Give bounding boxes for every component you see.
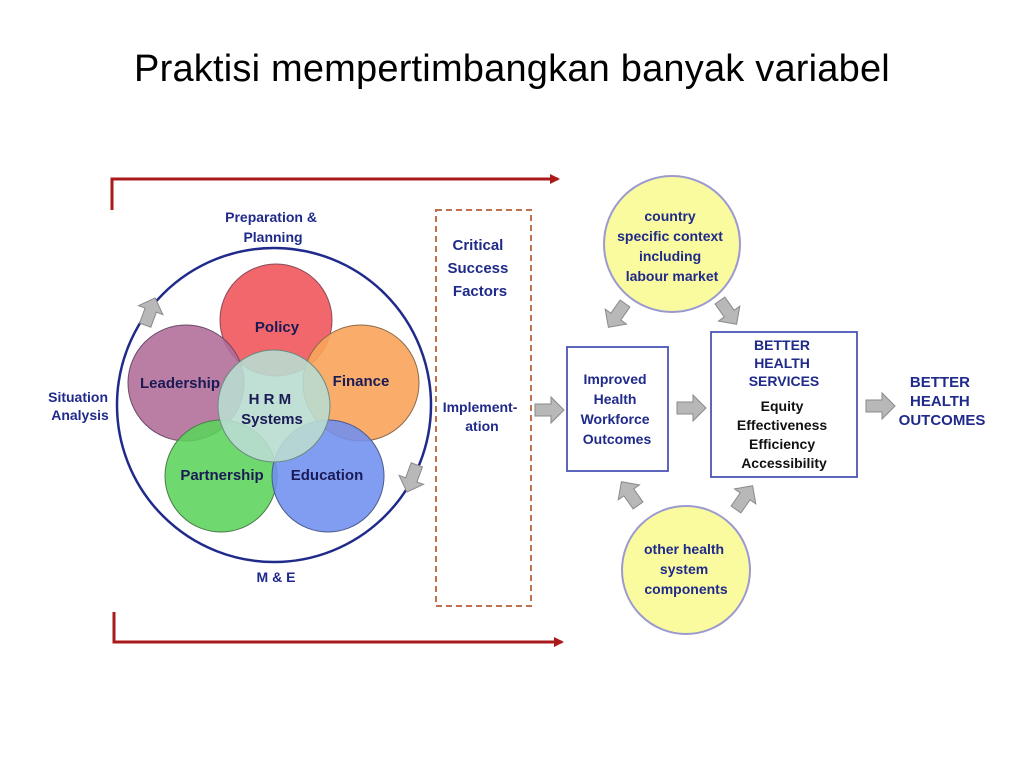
- bottom-timeline-arrow: [114, 612, 562, 642]
- cycle-chevron-lower-right: [395, 460, 429, 496]
- other-components-label: other health system components: [643, 541, 728, 597]
- partnership-label: Partnership: [180, 467, 264, 484]
- chevron-other-to-workforce: [611, 474, 649, 513]
- chevron-to-services: [677, 395, 706, 421]
- m-and-e-label: M & E: [256, 569, 296, 585]
- chevron-context-to-workforce: [598, 296, 636, 335]
- implementation-label: Implement- ation: [442, 399, 518, 434]
- health-outcomes-label: BETTER HEALTH OUTCOMES: [898, 374, 986, 429]
- chevron-context-to-services: [709, 293, 747, 332]
- policy-label: Policy: [254, 319, 300, 336]
- chevron-to-workforce: [535, 397, 564, 423]
- context-circle: [604, 176, 740, 312]
- chevron-to-outcomes: [866, 393, 895, 419]
- health-services-items: Equity Effectiveness Efficiency Accessibility: [736, 398, 828, 471]
- slide-title: Praktisi mempertimbangkan banyak variabel: [134, 48, 890, 90]
- context-label: country specific context including labour market: [617, 208, 723, 284]
- workforce-outcomes-label: Improved Health Workforce Outcomes: [580, 371, 652, 447]
- preparation-planning-label: Preparation & Planning: [225, 209, 317, 245]
- health-services-title: BETTER HEALTH SERVICES: [748, 337, 820, 389]
- situation-analysis-label: Situation Analysis: [48, 389, 109, 423]
- hrm-center-label: H R M Systems: [241, 391, 303, 428]
- chevron-other-to-services: [725, 478, 763, 517]
- csf-title: Critical Success Factors: [447, 237, 509, 300]
- finance-label: Finance: [332, 373, 390, 390]
- workforce-outcomes-box: [567, 347, 668, 471]
- education-label: Education: [290, 467, 364, 484]
- leadership-label: Leadership: [139, 375, 221, 392]
- top-timeline-arrow: [112, 179, 558, 210]
